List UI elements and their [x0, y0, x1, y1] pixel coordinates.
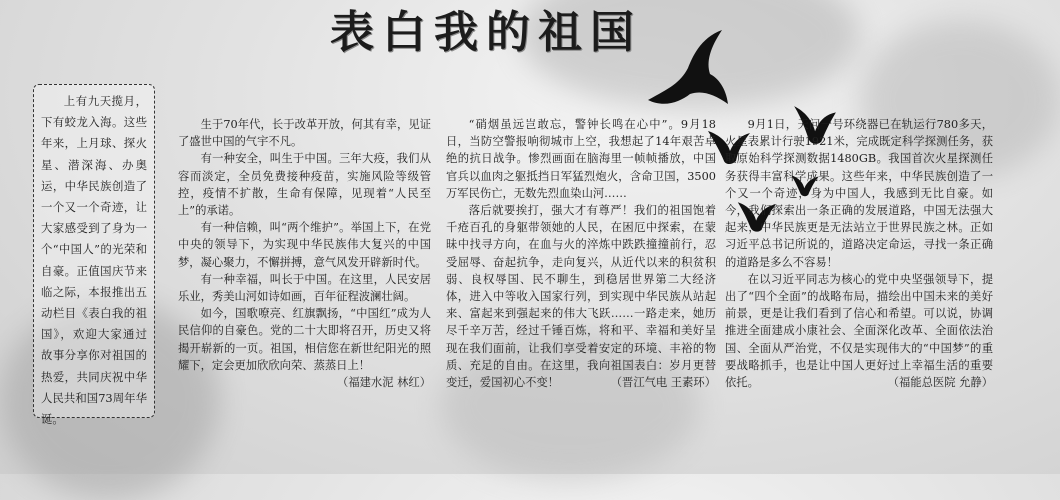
author-signature: （晋江气电 王素环）: [610, 376, 716, 390]
article-column-3: [725, 116, 993, 436]
paragraph-text: 在以习近平同志为核心的党中央坚强领导下，提出了“四个全面”的战略布局，描绘出中国未来的美好前景，更是让我们看到了信心和希望。可以说，协调推进全面建成小康社会、全面深化改革、全面依法治国、全面从严治党，不仅是实现伟大的“中国梦”的重要战略抓手，也是让中国人更好过上幸福生活的重要依托。: [725, 272, 993, 390]
paragraph-text: 如今，国歌嘹亮、红旗飘扬，“中国红”成为人民信仰的自豪色。党的二十大即将召开，历史又将揭开崭新的一页。祖国，相信您在新世纪阳光的照耀下，定会更加欣欣向荣、蒸蒸日上！: [178, 307, 431, 372]
author-signature: （福能总医院 允静）: [887, 376, 993, 390]
paragraph: “硝烟虽远岂敢忘，警钟长鸣在心中”。9月18日，当防空警报响彻城市上空，我想起了14年艰苦卓绝的抗日战争。惨烈画面在脑海里一帧帧播放，中国官兵以血肉之躯抵挡日军猛烈炮火，含命卫国，3500万军民伤亡，无数先烈血染山河……: [446, 118, 716, 200]
paragraph-text: 落后就要挨打，强大才有尊严！我们的祖国饱着千疮百孔的身躯带领她的人民，在困厄中探索，在蒙昧中找寻方向，在血与火的淬炼中跌跌撞撞前行，忍受屈辱、奋起抗争，走向复兴，从近代以来的积贫积弱、良权辱国、民不聊生，到稳居世界第二大经济体，进入中等收入国家行列，到实现中华民族从站起来、富起来到强起来的伟大飞跃……一路走来，她历尽千辛万苦，经过千锤百炼，将和平、幸福和美好呈现在我们面前，让我们享受着安定的环境、丰裕的物质、充足的自由。在这里，我向祖国表白：岁月更替变迁，爱国初心不变！: [446, 204, 716, 390]
dove-large-icon: [640, 28, 730, 118]
author-signature: （福建水泥 林红）: [337, 376, 431, 390]
paragraph: 有一种安全，叫生于中国。三年大疫，我们从容而淡定，全员免费接种疫苗，实施风险等级管控，疫情不扩散，生命有保障，见现着“人民至上”的承诺。: [178, 152, 431, 218]
paragraph: 有一种幸福，叫长于中国。在这里，人民安居乐业，秀美山河如诗如画，百年征程波澜壮阔。: [178, 272, 431, 304]
paragraph: [446, 202, 716, 391]
paragraph: 生于70年代，长于改革开放，何其有幸，见证了盛世中国的气宇不凡。: [178, 118, 431, 149]
paragraph: [178, 305, 431, 390]
paragraph: 有一种信赖，叫“两个维护”。举国上下，在党中央的领导下，为实现中华民族伟大复兴的中国梦，凝心聚力，不懈拼搏，意气风发开辟新时代。: [178, 221, 431, 269]
paragraph: 9月1日，天问一号环绕器已在轨运行780多天，火星表累计行驶1921米，完成既定科学探测任务，获取原始科学探测数据1480GB。我国首次火星探测任务获得丰富科学成果。这些年来，中华民族创造了一个又一个奇迹，身为中国人，我感到无比自豪。如今，我们探索出一条正确的发展道路，中国无法强大起来，中华民族更是无法站立于世界民族之林。正如习近平总书记所说的，道路决定命运，寻找一条正确的道路是多么不容易！: [725, 118, 993, 269]
paragraph: [725, 271, 993, 391]
intro-box: 上有九天揽月，下有蛟龙入海。这些年来，上月球、探火星、潜深海、办奥运，中华民族创造了一个又一个奇迹，让大家感受到了身为一个“中国人”的光荣和自豪。正值国庆节来临之际，本报推出五动栏目《表白我的祖国》，欢迎大家通过故事分享你对祖国的热爱，共同庆祝中华人民共和国73周年华诞。: [33, 84, 155, 418]
article-column-1: [178, 116, 431, 436]
page-title: 表白我的祖国: [330, 7, 642, 58]
article-column-2: [446, 116, 716, 426]
